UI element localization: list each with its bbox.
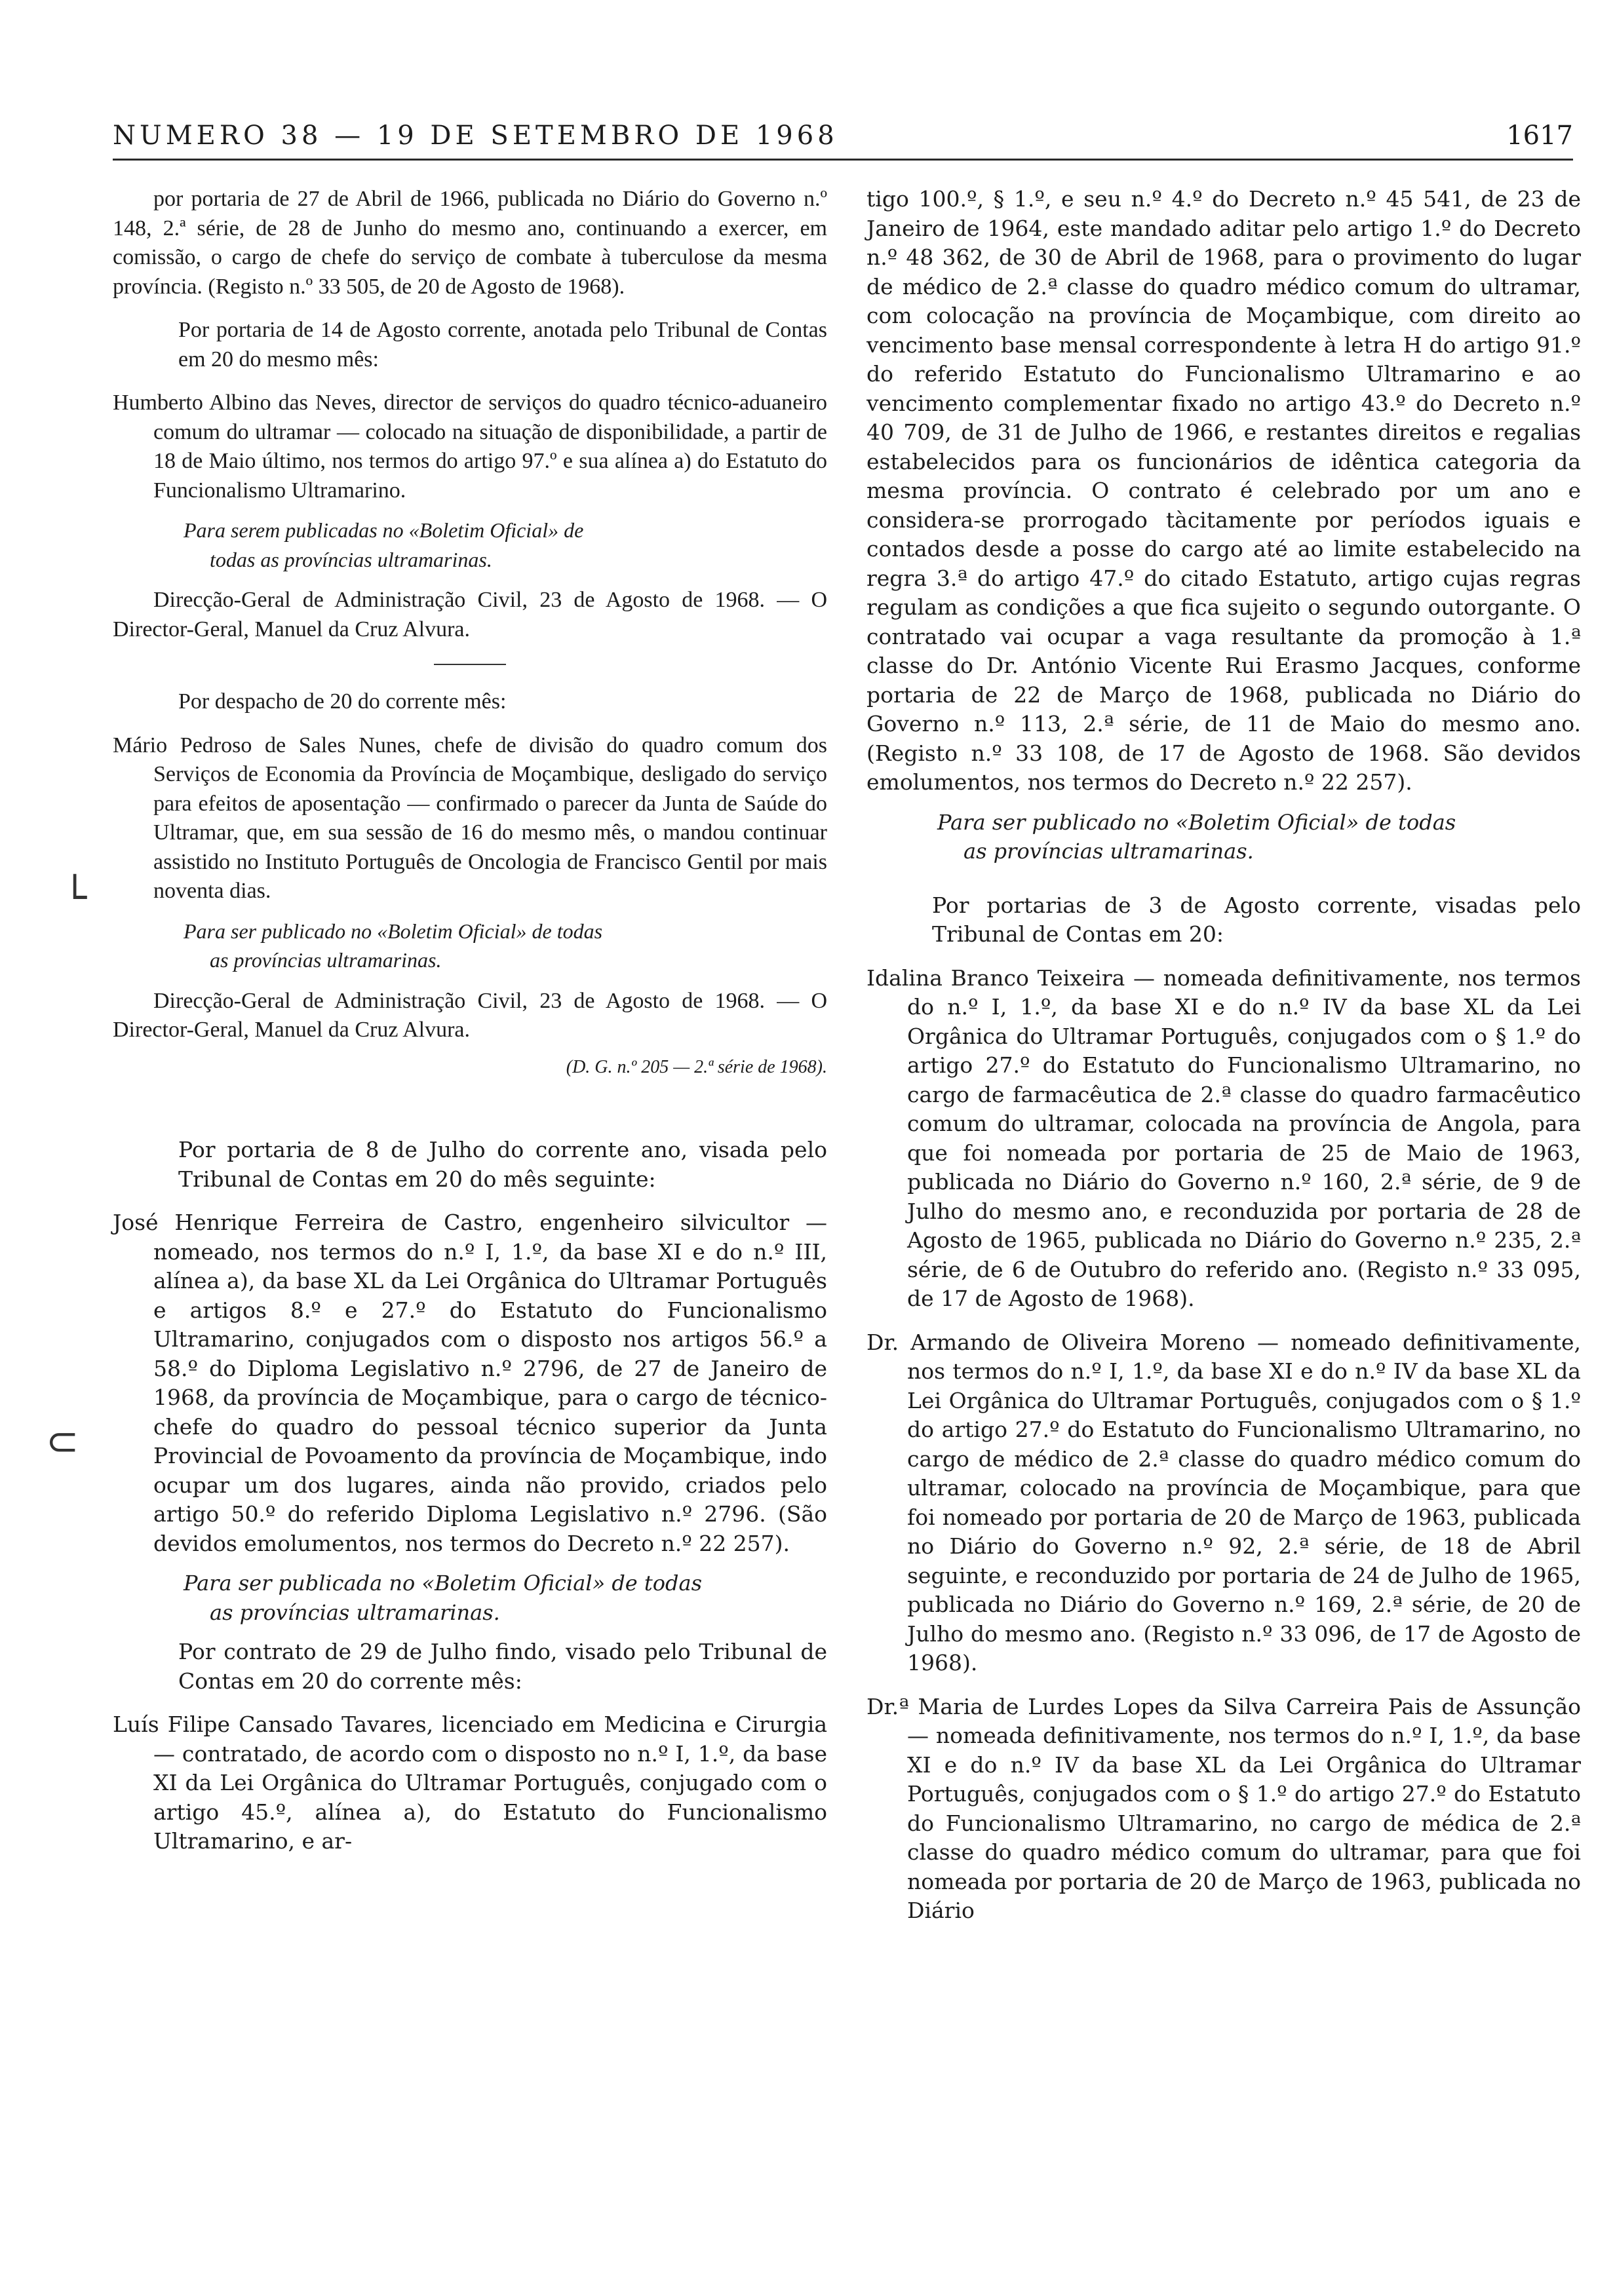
signature: Direcção-Geral de Administração Civil, 23 de Agosto de 1968. — O Director-Geral, Manuel da Cruz Alvura. bbox=[113, 988, 827, 1042]
paragraph: tigo 100.º, § 1.º, e seu n.º 4.º do Decreto n.º 45 541, de 23 de Janeiro de 1964, este mandado aditar pelo artigo 1.º do Decreto n.º 48 362, de 30 de Abril de 1968, para o provimento do lugar de médico de 2.ª classe do quadro médico comum do ultramar, com colocação na província de Moçambique, com direito ao vencimento base mensal correspondente à letra H do artigo 91.º do referido Estatuto do Funcionalismo Ultramarino e ao vencimento complementar fixado no artigo 43.º do Decreto n.º 40 709, de 31 de Julho de 1966, e restantes direitos e regalias estabelecidos para os funcionários de idêntica categoria da mesma província. O contrato é celebrado por um ano e considera-se prorrogado tàcitamente por períodos iguais e contados desde a posse do cargo até ao limite estabelecido na regra 3.ª do artigo 47.º do citado Estatuto, artigo cujas regras regulam as condições a que fica sujeito o segundo outorgante. O contratado vai ocupar a vaga resultante da promoção à 1.ª classe do Dr. António Vicente Rui Erasmo Jacques, conforme portaria de 22 de Março de 1968, publicada no Diário do Governo n.º 113, 2.ª série, de 11 de Maio do mesmo ano. (Registo n.º 33 108, de 17 de Agosto de 1968. São devidos emolumentos, nos termos do Decreto n.º 22 257). bbox=[866, 186, 1581, 795]
divider bbox=[434, 664, 506, 665]
publication-note bbox=[113, 516, 827, 574]
note-line: todas as províncias ultramarinas. bbox=[210, 547, 492, 571]
margin-bracket-mark: └ bbox=[63, 875, 87, 921]
paragraph: Mário Pedroso de Sales Nunes, chefe de divisão do quadro comum dos Serviços de Economia da Província de Moçambique, desligado do serviço para efeitos de aposentação — confirmado o parecer da Junta de Saúde do Ultramar, que, em sua sessão de 16 do mesmo mês, o mandou continuar assistido no Instituto Português de Oncologia de Francisco Gentil por mais noventa dias. bbox=[113, 733, 827, 903]
paragraph: Dr. Armando de Oliveira Moreno — nomeado definitivamente, nos termos do n.º I, 1.º, da base XI e do n.º IV da base XL da Lei Orgânica do Ultramar Português, conjugados com o § 1.º do artigo 27.º do Estatuto do Funcionalismo Ultramarino, no cargo de médico de 2.ª classe do quadro médico comum do ultramar, colocado na província de Moçambique, para que foi nomeado por portaria de 20 de Março de 1963, publicada no Diário do Governo n.º 92, 2.ª série, de 18 de Abril seguinte, e reconduzido por portaria de 24 de Julho de 1965, publicada no Diário do Governo n.º 169, 2.ª série, de 20 de Julho do mesmo ano. (Registo n.º 33 096, de 17 de Agosto de 1968). bbox=[866, 1329, 1581, 1675]
page-number: 1617 bbox=[1506, 121, 1573, 151]
publication-note bbox=[866, 808, 1581, 866]
paragraph: Humberto Albino das Neves, director de serviços do quadro técnico-aduaneiro comum do ultramar — colocado na situação de disponibilidade, a partir de 18 de Maio último, nos termos do artigo 97.º e sua alínea a) do Estatuto do Funcionalismo Ultramarino. bbox=[113, 391, 827, 503]
note-line: Para ser publicado no «Boletim Oficial» de todas bbox=[937, 809, 1456, 835]
note-line: as províncias ultramarinas. bbox=[963, 839, 1254, 864]
paragraph-intro: Por portaria de 14 de Agosto corrente, anotada pelo Tribunal de Contas em 20 do mesmo mês: bbox=[178, 318, 827, 372]
note-line: as províncias ultramarinas. bbox=[210, 948, 442, 972]
issue-title: NUMERO 38 — 19 DE SETEMBRO DE 1968 bbox=[113, 121, 838, 151]
note-line: Para ser publicado no «Boletim Oficial» de todas bbox=[184, 919, 603, 943]
paragraph-intro: Por portarias de 3 de Agosto corrente, visadas pelo Tribunal de Contas em 20: bbox=[932, 892, 1581, 947]
source-reference: (D. G. n.º 205 — 2.ª série de 1968). bbox=[566, 1056, 827, 1077]
paragraph-intro: Por despacho de 20 do corrente mês: bbox=[178, 689, 507, 714]
note-line: Para ser publicada no «Boletim Oficial» de todas bbox=[184, 1571, 703, 1596]
paragraph-intro: Por portaria de 8 de Julho do corrente ano, visada pelo Tribunal de Contas em 20 do mês seguinte: bbox=[178, 1137, 827, 1192]
note-line: as províncias ultramarinas. bbox=[210, 1599, 500, 1625]
publication-note bbox=[113, 1569, 827, 1627]
paragraph: Dr.ª Maria de Lurdes Lopes da Silva Carreira Pais de Assunção — nomeada definitivamente, nos termos do n.º I, 1.º, da base XI e do n.º IV da base XL da Lei Orgânica do Ultramar Português, conjugados com o § 1.º do artigo 27.º do Estatuto do Funcionalismo Ultramarino, no cargo de médica de 2.ª classe do quadro médico comum do ultramar, para que foi nomeada por portaria de 20 de Março de 1963, publicada no Diário bbox=[866, 1693, 1581, 1923]
publication-note bbox=[113, 917, 827, 975]
margin-bracket-mark: ⊂ bbox=[46, 1419, 79, 1464]
left-column bbox=[113, 185, 827, 1856]
signature: Direcção-Geral de Administração Civil, 23 de Agosto de 1968. — O Director-Geral, Manuel da Cruz Alvura. bbox=[113, 588, 827, 641]
page-header bbox=[113, 98, 1573, 161]
paragraph: José Henrique Ferreira de Castro, engenheiro silvicultor — nomeado, nos termos do n.º I, 1.º, da base XI e do n.º III, alínea a), da base XL da Lei Orgânica do Ultramar Português e artigos 8.º e 27.º do Estatuto do Funcionalismo Ultramarino, conjugados com o disposto nos artigos 56.º a 58.º do Diploma Legislativo n.º 2796, de 27 de Janeiro de 1968, da província de Moçambique, para o cargo de técnico-chefe do quadro do pessoal técnico superior da Junta Provincial de Povoamento da província de Moçambique, indo ocupar um dos lugares, ainda não provido, criados pelo artigo 50.º do referido Diploma Legislativo n.º 2796. (São devidos emolumentos, nos termos do Decreto n.º 22 257). bbox=[113, 1210, 827, 1556]
note-line: Para serem publicadas no «Boletim Oficial» de bbox=[184, 518, 584, 542]
right-column bbox=[866, 185, 1581, 1926]
paragraph: Idalina Branco Teixeira — nomeada definitivamente, nos termos do n.º I, 1.º, da base XI e do n.º IV da base XL da Lei Orgânica do Ultramar Português, conjugados com o § 1.º do artigo 27.º do Estatuto do Funcionalismo Ultramarino, no cargo de farmacêutica de 2.ª classe do quadro farmacêutico comum do ultramar, colocada na província de Angola, para que foi nomeada por portaria de 25 de Maio de 1963, publicada no Diário do Governo n.º 160, 2.ª série, de 9 de Julho do mesmo ano, e reconduzida por portaria de 28 de Agosto de 1965, publicada no Diário do Governo n.º 235, 2.ª série, de 6 de Outubro do referido ano. (Registo n.º 33 095, de 17 de Agosto de 1968). bbox=[866, 965, 1581, 1311]
paragraph: por portaria de 27 de Abril de 1966, publicada no Diário do Governo n.º 148, 2.ª série, de 28 de Junho do mesmo ano, continuando a exercer, em comissão, o cargo de chefe do serviço de combate à tuberculose da mesma província. (Registo n.º 33 505, de 20 de Agosto de 1968). bbox=[113, 187, 827, 299]
paragraph: Luís Filipe Cansado Tavares, licenciado em Medicina e Cirurgia — contratado, de acordo com o disposto no n.º I, 1.º, da base XI da Lei Orgânica do Ultramar Português, conjugado com o artigo 45.º, alínea a), do Estatuto do Funcionalismo Ultramarino, e ar- bbox=[113, 1712, 827, 1854]
paragraph-intro: Por contrato de 29 de Julho findo, visado pelo Tribunal de Contas em 20 do corrente mês: bbox=[178, 1639, 827, 1694]
